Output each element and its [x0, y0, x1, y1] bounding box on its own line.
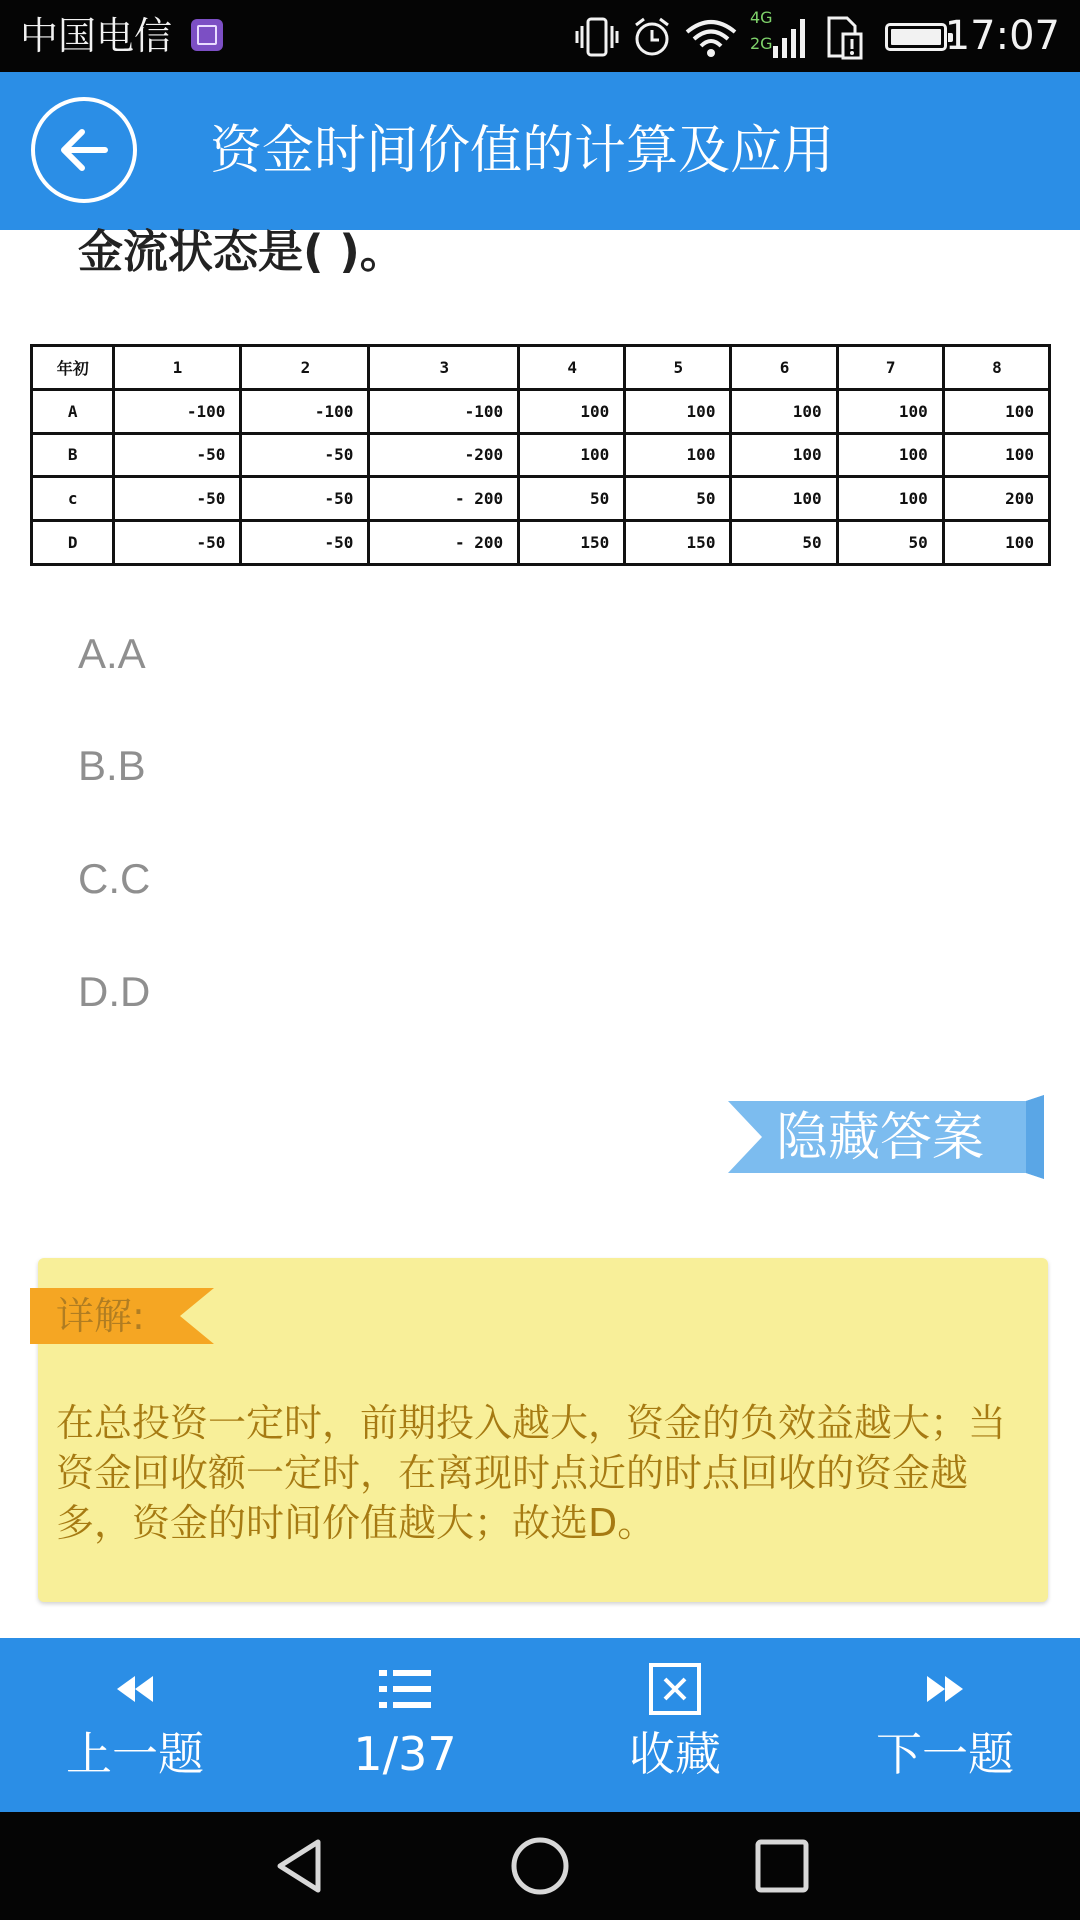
fast-forward-icon	[915, 1656, 975, 1722]
explanation-text: 在总投资一定时，前期投入越大，资金的负效益越大；当资金回收额一定时，在离现时点近的时点回收的资金越多，资金的时间价值越大；故选D。	[56, 1401, 1007, 1545]
table-cell: 100	[943, 433, 1049, 477]
sim-icon	[825, 14, 865, 60]
table-cell: -100	[369, 389, 519, 433]
clock-time: 17:07	[944, 13, 1060, 59]
table-cell: 100	[731, 477, 837, 521]
option-c[interactable]: C.C	[78, 855, 151, 902]
table-row-label: B	[32, 433, 114, 477]
table-cell: 200	[943, 477, 1049, 521]
question-list-button[interactable]	[270, 1638, 540, 1812]
question-progress-label: 1/37	[353, 1727, 457, 1781]
table-cell: -50	[241, 521, 369, 565]
page-title: 资金时间价值的计算及应用	[210, 121, 835, 181]
table-cell: 150	[519, 521, 625, 565]
table-row	[32, 477, 1050, 521]
table-cell: 100	[837, 477, 943, 521]
vibrate-icon	[575, 16, 619, 58]
system-home-icon[interactable]	[510, 1836, 570, 1896]
table-header-cell: 7	[837, 346, 943, 390]
option-a[interactable]: A.A	[78, 630, 146, 677]
table-row-label: A	[32, 389, 114, 433]
next-question-button[interactable]	[810, 1638, 1080, 1812]
list-icon	[375, 1656, 435, 1722]
table-cell: 100	[837, 389, 943, 433]
table-row-label: c	[32, 477, 114, 521]
table-cell: -50	[113, 521, 241, 565]
table-header-cell: 年初	[32, 346, 114, 390]
battery-icon	[885, 23, 947, 51]
table-cell: - 200	[369, 477, 519, 521]
table-cell: 100	[625, 433, 731, 477]
table-row	[32, 433, 1050, 477]
question-text: 金流状态是( )。	[78, 225, 405, 278]
signal-icon	[773, 16, 807, 60]
prev-question-label: 上一题	[66, 1727, 204, 1781]
network-4g-label: 4G	[750, 8, 773, 27]
table-cell: -50	[241, 433, 369, 477]
favorite-button[interactable]	[540, 1638, 810, 1812]
system-nav-bar	[0, 1812, 1080, 1920]
next-question-label: 下一题	[876, 1727, 1014, 1781]
rewind-icon	[105, 1656, 165, 1722]
table-header-cell: 3	[369, 346, 519, 390]
favorite-box-icon	[645, 1656, 705, 1722]
table-cell: 100	[625, 389, 731, 433]
status-bar	[0, 0, 1080, 72]
table-header-cell: 2	[241, 346, 369, 390]
table-cell: 50	[731, 521, 837, 565]
table-cell: 100	[731, 433, 837, 477]
table-cell: 50	[625, 477, 731, 521]
table-header-row	[32, 346, 1050, 390]
back-button[interactable]	[31, 97, 137, 203]
table-cell: 100	[837, 433, 943, 477]
table-header-cell: 4	[519, 346, 625, 390]
table-cell: 100	[943, 521, 1049, 565]
system-back-icon[interactable]	[272, 1836, 328, 1896]
table-row	[32, 389, 1050, 433]
table-header-cell: 6	[731, 346, 837, 390]
arrow-left-icon	[55, 121, 113, 179]
table-row	[32, 521, 1050, 565]
favorite-label: 收藏	[629, 1727, 721, 1781]
explanation-tag-label: 详解:	[56, 1294, 145, 1338]
table-cell: 150	[625, 521, 731, 565]
table-cell: 100	[519, 389, 625, 433]
table-header-cell: 5	[625, 346, 731, 390]
table-cell: 100	[731, 389, 837, 433]
table-cell: -100	[113, 389, 241, 433]
table-cell: 50	[837, 521, 943, 565]
table-cell: 100	[943, 389, 1049, 433]
option-b[interactable]: B.B	[78, 742, 146, 789]
table-header-cell: 1	[113, 346, 241, 390]
explanation-tag	[30, 1288, 214, 1344]
alarm-icon	[632, 16, 672, 58]
hide-answer-label: 隐藏答案	[776, 1108, 985, 1168]
prev-question-button[interactable]	[0, 1638, 270, 1812]
hide-answer-button[interactable]	[726, 1095, 1052, 1179]
table-cell: -100	[241, 389, 369, 433]
cash-flow-table	[30, 344, 1051, 566]
table-row-label: D	[32, 521, 114, 565]
network-2g-label: 2G	[750, 34, 773, 53]
table-header-cell: 8	[943, 346, 1049, 390]
system-recents-icon[interactable]	[754, 1838, 810, 1894]
option-d[interactable]: D.D	[78, 968, 151, 1015]
bottom-nav	[0, 1638, 1080, 1812]
explanation-card	[38, 1258, 1048, 1602]
title-bar	[0, 72, 1080, 230]
gallery-icon	[191, 19, 223, 51]
table-cell: 100	[519, 433, 625, 477]
wifi-icon	[685, 18, 737, 58]
table-cell: -50	[241, 477, 369, 521]
table-cell: 50	[519, 477, 625, 521]
table-cell: - 200	[369, 521, 519, 565]
table-cell: -200	[369, 433, 519, 477]
carrier-label: 中国电信	[20, 14, 173, 58]
table-cell: -50	[113, 477, 241, 521]
table-cell: -50	[113, 433, 241, 477]
